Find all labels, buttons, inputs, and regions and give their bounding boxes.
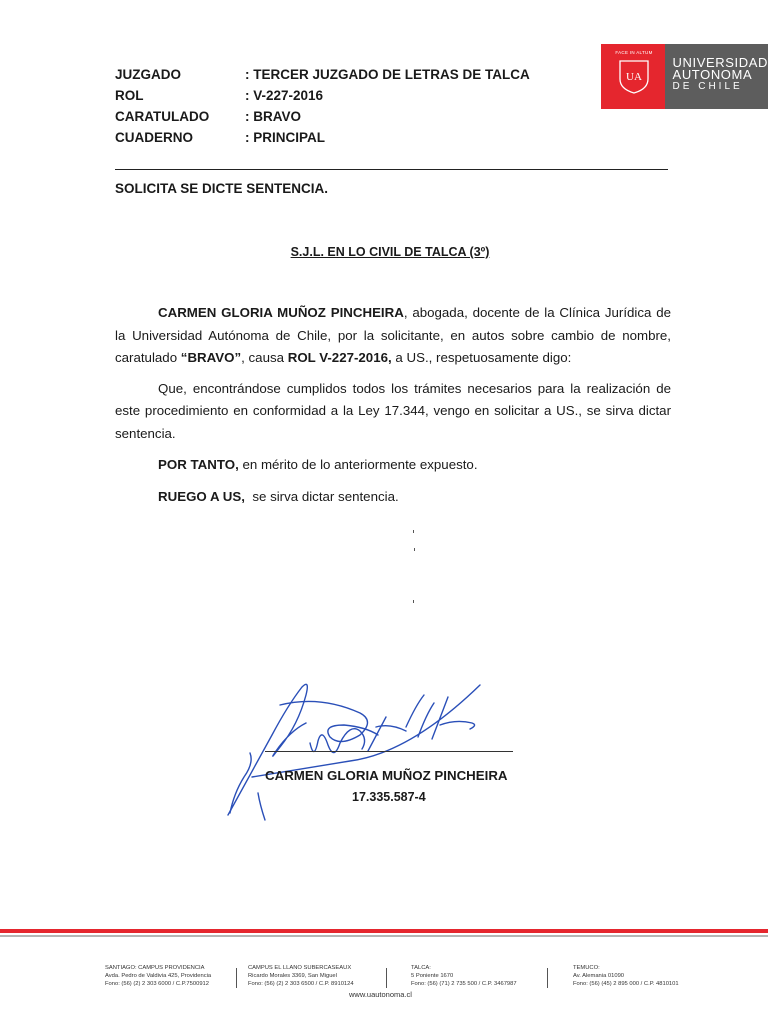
footer-line: TEMUCO: (573, 965, 600, 971)
logo-line2: AUTONOMA (672, 67, 753, 82)
footer-line: TALCA: (411, 965, 431, 971)
handwritten-signature (210, 665, 500, 835)
footer-line: SANTIAGO: CAMPUS PROVIDENCIA (105, 965, 205, 971)
header-label: ROL (115, 88, 144, 103)
por-tanto-label: POR TANTO, (158, 457, 239, 472)
footer-separator (547, 968, 548, 988)
logo-motto: FACE IN ALTUM (615, 50, 653, 55)
header-row-cuaderno (115, 127, 565, 148)
header-value: : PRINCIPAL (245, 130, 325, 145)
footer-separator (386, 968, 387, 988)
case-header (115, 64, 565, 148)
scan-speck (414, 548, 415, 551)
university-logo (601, 44, 768, 109)
paragraph-request: Que, encontrándose cumplidos todos los trámites necesarios para la realización de este procedimiento en conformidad a la Ley 17.344, vengo en solicitar a US., se sirva dictar sentencia. (115, 380, 671, 441)
caratulado-name: “BRAVO” (180, 350, 242, 365)
header-label: CARATULADO (115, 109, 210, 124)
paragraph-text: , causa (241, 350, 288, 365)
footer-line: Fono: (56) (2) 2 303 6000 / C.P.7500912 (105, 981, 209, 987)
paragraph-por-tanto (115, 454, 671, 477)
paragraph-text: se sirva dictar sentencia. (244, 488, 399, 504)
logo-initials: UA (626, 71, 642, 83)
header-row-juzgado (115, 64, 565, 85)
logo-emblem (601, 44, 665, 109)
footer-website: www.uautonoma.cl (349, 990, 412, 999)
signer-name: CARMEN GLORIA MUÑOZ PINCHEIRA (265, 768, 508, 783)
footer-grey-rule (0, 935, 768, 937)
court-addressee: S.J.L. EN LO CIVIL DE TALCA (3º) (290, 245, 490, 259)
signer-id: 17.335.587-4 (352, 790, 426, 804)
paragraph-text: en mérito de lo anteriormente expuesto. (238, 457, 478, 472)
scan-speck (413, 530, 414, 533)
footer-line: Fono: (56) (2) 2 303 6500 / C.P. 8910124 (248, 981, 354, 987)
document-body (115, 302, 671, 508)
footer-campus-temuco (573, 964, 679, 988)
footer-line: Avda. Pedro de Valdivia 425, Providencia (105, 973, 212, 979)
header-label: CUADERNO (115, 130, 194, 145)
footer-line: Ricardo Morales 3369, San Miguel (248, 973, 337, 979)
paragraph-text: , abogada, docente de la Clínica Jurídica de la Universidad Autónoma de Chile, por la solicitante, en autos sobre cambio de nombre, caratulado (115, 305, 671, 365)
footer-campus-talca (411, 964, 517, 988)
logo-wordmark (665, 44, 768, 109)
footer-campus-el-llano (248, 964, 354, 988)
footer-line: Fono: (56) (71) 2 735 500 / C.P. 3467987 (411, 981, 517, 987)
logo-line1: UNIVERSIDAD (672, 55, 768, 70)
case-rol: ROL V-227-2016, (287, 350, 392, 365)
paragraph-text: a US., respetuosamente digo: (391, 350, 572, 365)
footer-red-rule (0, 929, 768, 933)
paragraph-ruego (115, 486, 671, 509)
scan-speck (413, 600, 414, 603)
ruego-label: RUEGO A US, (158, 488, 245, 504)
footer-separator (236, 968, 237, 988)
paragraph-intro (115, 302, 671, 370)
document-subject: SOLICITA SE DICTE SENTENCIA. (115, 181, 329, 196)
shield-icon (618, 59, 650, 95)
footer-line: Av. Alemania 01090 (573, 973, 625, 979)
header-divider (115, 169, 668, 170)
header-label: JUZGADO (115, 67, 182, 82)
logo-line3: DE CHILE (672, 81, 743, 92)
footer-campus-providencia (105, 964, 211, 988)
header-value: : V-227-2016 (245, 88, 324, 103)
header-row-rol (115, 85, 565, 106)
signature-line (265, 751, 513, 752)
footer-line: 5 Poniente 1670 (411, 973, 454, 979)
footer-line: Fono: (56) (45) 2 895 000 / C.P. 4810101 (573, 981, 679, 987)
lawyer-name: CARMEN GLORIA MUÑOZ PINCHEIRA (158, 305, 404, 320)
footer-line: CAMPUS EL LLANO SUBERCASEAUX (248, 965, 352, 971)
header-value: : TERCER JUZGADO DE LETRAS DE TALCA (245, 67, 530, 82)
header-value: : BRAVO (245, 109, 301, 124)
header-row-caratulado (115, 106, 565, 127)
